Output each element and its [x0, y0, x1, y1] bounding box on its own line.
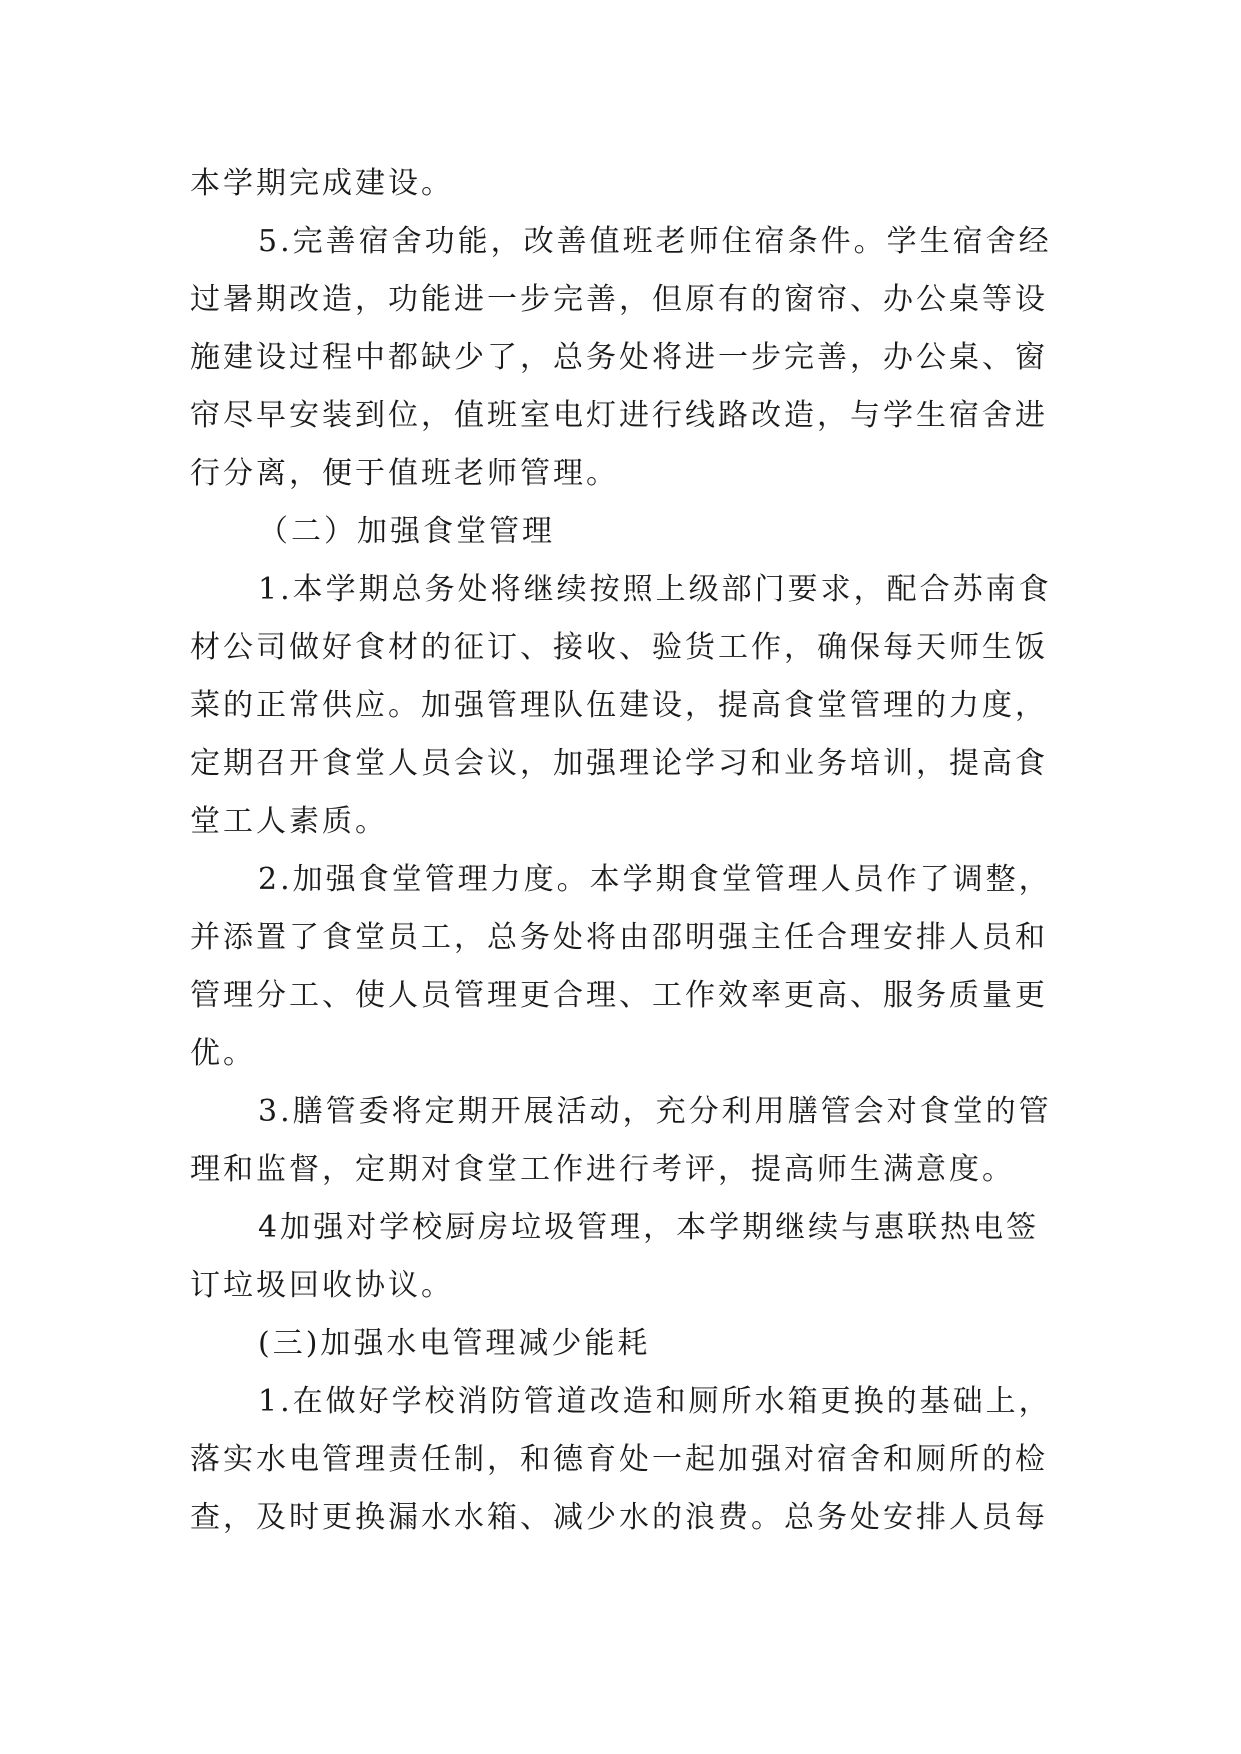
text-line: 过暑期改造，功能进一步完善，但原有的窗帘、办公桌等设 — [190, 282, 1048, 317]
text-line: 理和监督，定期对食堂工作进行考评，提高师生满意度。 — [190, 1152, 1015, 1187]
paragraph-item-2: 2.加强食堂管理力度。本学期食堂管理人员作了调整， — [258, 862, 1052, 897]
section-heading-2: （二）加强食堂管理 — [258, 514, 555, 549]
text-line: 落实水电管理责任制，和德育处一起加强对宿舍和厕所的检 — [190, 1442, 1048, 1477]
text-line: 材公司做好食材的征订、接收、验货工作，确保每天师生饭 — [190, 630, 1048, 665]
text-line: 优。 — [190, 1036, 256, 1071]
text-line: 菜的正常供应。加强管理队伍建设，提高食堂管理的力度， — [190, 688, 1048, 723]
text-line: 帘尽早安装到位，值班室电灯进行线路改造，与学生宿舍进 — [190, 398, 1048, 433]
text-line: 施建设过程中都缺少了，总务处将进一步完善，办公桌、窗 — [190, 340, 1048, 375]
text-line: 堂工人素质。 — [190, 804, 388, 839]
text-line: 并添置了食堂员工，总务处将由邵明强主任合理安排人员和 — [190, 920, 1048, 955]
section-heading-3: (三)加强水电管理减少能耗 — [258, 1326, 651, 1361]
body-text — [190, 155, 1070, 1547]
text-line: 定期召开食堂人员会议，加强理论学习和业务培训，提高食 — [190, 746, 1048, 781]
paragraph-item-4: 4加强对学校厨房垃圾管理，本学期继续与惠联热电签 — [258, 1210, 1040, 1245]
paragraph-item-1b: 1.在做好学校消防管道改造和厕所水箱更换的基础上， — [258, 1384, 1052, 1419]
text-line: 本学期完成建设。 — [190, 166, 454, 201]
text-line: 订垃圾回收协议。 — [190, 1268, 454, 1303]
paragraph-item-1: 1.本学期总务处将继续按照上级部门要求，配合苏南食 — [258, 572, 1052, 607]
paragraph-item-5: 5.完善宿舍功能，改善值班老师住宿条件。学生宿舍经 — [258, 224, 1052, 259]
text-line: 行分离，便于值班老师管理。 — [190, 456, 619, 491]
text-line: 管理分工、使人员管理更合理、工作效率更高、服务质量更 — [190, 978, 1048, 1013]
text-line: 查，及时更换漏水水箱、减少水的浪费。总务处安排人员每 — [190, 1500, 1048, 1535]
paragraph-item-3: 3.膳管委将定期开展活动，充分利用膳管会对食堂的管 — [258, 1094, 1052, 1129]
